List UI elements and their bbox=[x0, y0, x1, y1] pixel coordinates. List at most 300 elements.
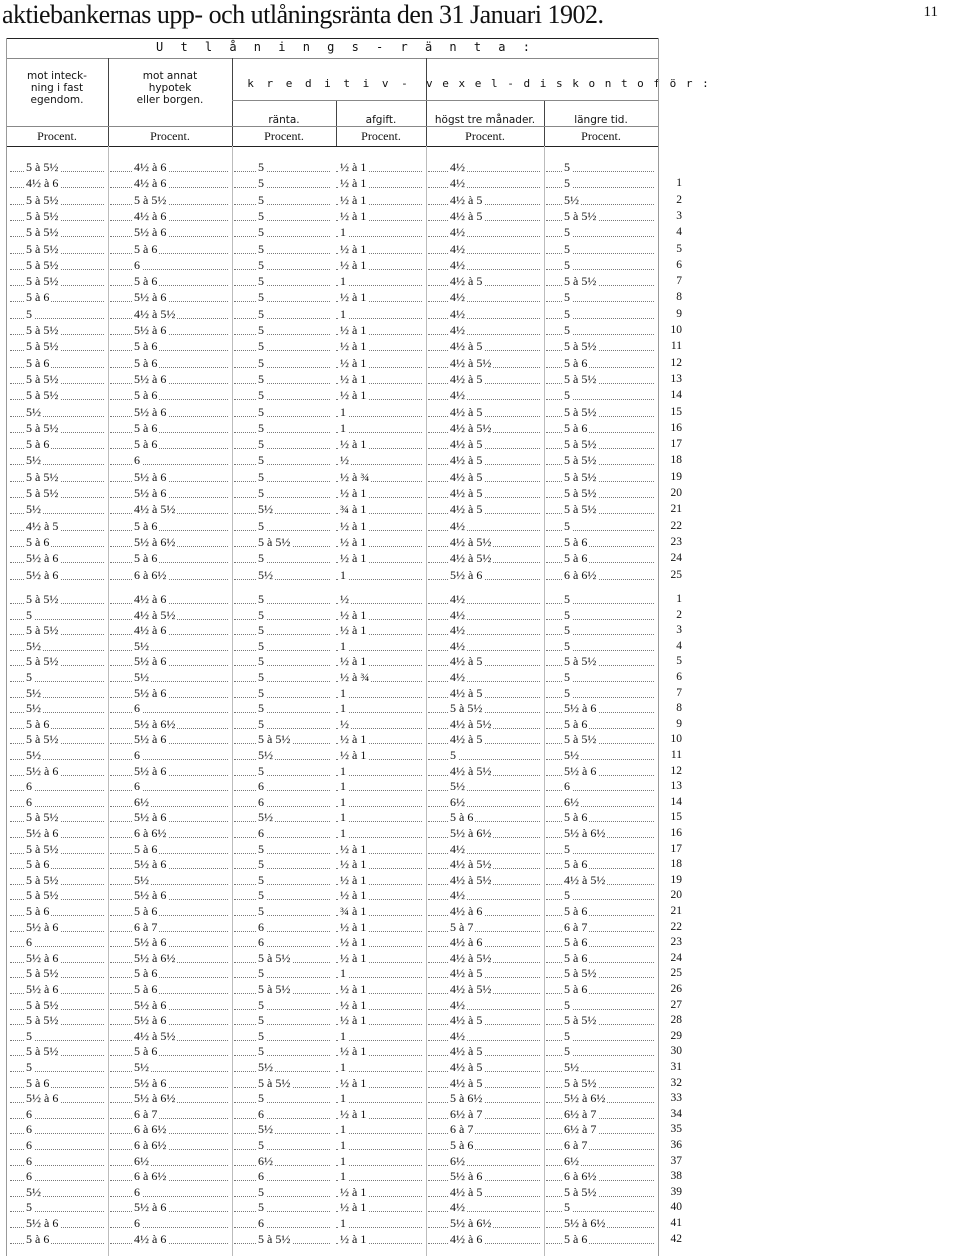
col-annat-hypotek-value: 6 à 6½ bbox=[134, 567, 167, 582]
col-kreditiv-ranta-value: 5 bbox=[258, 623, 264, 638]
row-number: 30 bbox=[670, 1045, 682, 1058]
leader-dots bbox=[110, 1196, 228, 1197]
col-vexel-kort-value: 4½ à 5½ bbox=[450, 950, 492, 965]
col-annat-hypotek-value: 4½ à 6 bbox=[134, 592, 167, 606]
leader-dots bbox=[336, 775, 422, 776]
col-intekning-value: 5 à 5½ bbox=[26, 1013, 59, 1028]
col-intekning-value: 5½ à 6 bbox=[26, 950, 59, 965]
leader-dots bbox=[234, 1009, 330, 1010]
col-kreditiv-ranta-value: 5 bbox=[258, 355, 264, 370]
leader-dots bbox=[110, 899, 228, 900]
page-number: 11 bbox=[923, 4, 938, 20]
col-vexel-kort-value: 4½ à 6 bbox=[450, 1231, 483, 1246]
col-annat-hypotek-value: 5½ bbox=[134, 872, 149, 887]
col-vexel-lang-value: 5 à 5½ bbox=[564, 486, 597, 500]
col-vexel-kort-value: 5 à 6 bbox=[450, 1138, 474, 1152]
leader-dots bbox=[110, 269, 228, 270]
vexel-header: v e x e l - d i s k o n t o f ö r : bbox=[426, 77, 711, 90]
col-intekning-value: 5½ à 6 bbox=[26, 982, 59, 996]
col-annat-hypotek-value: 5½ à 6 bbox=[134, 469, 167, 484]
leader-dots bbox=[336, 285, 422, 286]
leader-dots bbox=[234, 220, 330, 221]
col-intekning-value: 5 bbox=[26, 607, 32, 622]
leader-dots bbox=[110, 367, 228, 368]
leader-dots bbox=[428, 334, 540, 335]
col-intekning-value: 5 à 6 bbox=[26, 290, 50, 305]
col-kreditiv-afgift-value: ½ à ¾ bbox=[340, 469, 370, 484]
col-kreditiv-afgift-value: ½ à 1 bbox=[340, 1106, 367, 1121]
leader-dots bbox=[234, 775, 330, 776]
col-annat-hypotek-value: 5½ à 6 bbox=[134, 1200, 167, 1215]
col-annat-hypotek-value: 5½ à 6 bbox=[134, 888, 167, 903]
col-vexel-lang-value: 5 à 5½ bbox=[564, 1075, 597, 1090]
leader-dots bbox=[234, 481, 330, 482]
row-number: 35 bbox=[670, 1123, 682, 1136]
leader-dots bbox=[336, 821, 422, 822]
leader-dots bbox=[336, 977, 422, 978]
col-vexel-lang-value: 5 bbox=[564, 160, 570, 174]
leader-dots bbox=[110, 1133, 228, 1134]
row-number: 16 bbox=[670, 827, 682, 839]
leader-dots bbox=[234, 432, 330, 433]
row-number: 2 bbox=[676, 193, 682, 206]
row-number: 28 bbox=[670, 1014, 682, 1027]
col-kreditiv-afgift-value: 1 bbox=[340, 1153, 346, 1168]
col-vexel-kort-value: 5½ à 6 bbox=[450, 1169, 483, 1184]
leader-dots bbox=[428, 821, 540, 822]
col-annat-hypotek-value: 5 à 6 bbox=[134, 339, 158, 354]
col-vexel-lang-value: 5 à 5½ bbox=[564, 732, 597, 747]
leader-dots bbox=[428, 236, 540, 237]
col-kreditiv-ranta-value: 5 bbox=[258, 857, 264, 872]
row-number: 23 bbox=[670, 936, 682, 949]
leader-dots bbox=[428, 619, 540, 620]
col-annat-hypotek-value: 4½ à 6 bbox=[134, 176, 167, 191]
col-intekning-value: 5 à 5½ bbox=[26, 654, 59, 669]
col-kreditiv-ranta-value: 5½ bbox=[258, 502, 273, 517]
col-annat-hypotek-value: 5½ à 6 bbox=[134, 685, 167, 700]
col-kreditiv-ranta-value: 5 bbox=[258, 592, 264, 606]
row-number: 22 bbox=[670, 920, 682, 933]
col-annat-hypotek-value: 4½ à 5½ bbox=[134, 607, 176, 622]
leader-dots bbox=[428, 301, 540, 302]
col-kreditiv-afgift-value: 1 bbox=[340, 810, 346, 825]
col-intekning-value: 5½ bbox=[26, 685, 41, 700]
col-annat-hypotek-value: 5 à 6 bbox=[134, 388, 158, 403]
leader-dots bbox=[110, 868, 228, 869]
col-kreditiv-afgift-value: 1 bbox=[340, 701, 346, 716]
col-vexel-kort-value: 4½ bbox=[450, 160, 465, 174]
col-intekning-value: 5 bbox=[26, 306, 32, 321]
leader-dots bbox=[234, 513, 330, 514]
col-vexel-kort-value: 4½ à 5 bbox=[450, 685, 483, 700]
leader-dots bbox=[234, 790, 330, 791]
row-number: 1 bbox=[676, 177, 682, 190]
leader-dots bbox=[428, 269, 540, 270]
col-intekning-value: 5 à 5½ bbox=[26, 623, 59, 638]
row-number: 25 bbox=[670, 568, 682, 581]
leader-dots bbox=[110, 253, 228, 254]
row-number: 18 bbox=[670, 454, 682, 467]
col-kreditiv-ranta-value: 5 bbox=[258, 241, 264, 256]
col-kreditiv-ranta-value: 5 bbox=[258, 257, 264, 272]
col-kreditiv-ranta-value: 5 bbox=[258, 176, 264, 191]
row-number: 3 bbox=[676, 209, 682, 222]
col-kreditiv-ranta-value: 5 bbox=[258, 486, 264, 500]
col-kreditiv-ranta-value: 5 bbox=[258, 670, 264, 684]
col-annat-hypotek-value: 4½ à 5½ bbox=[134, 502, 176, 517]
col-vexel-kort-value: 4½ à 5 bbox=[450, 437, 483, 452]
col-intekning-value: 5 à 5½ bbox=[26, 420, 59, 435]
leader-dots bbox=[336, 712, 422, 713]
col-vexel-lang-value: 5½ à 6½ bbox=[564, 826, 606, 840]
leader-dots bbox=[234, 301, 330, 302]
leader-dots bbox=[110, 603, 228, 604]
col-vexel-lang-value: 5 bbox=[564, 841, 570, 856]
leader-dots bbox=[110, 301, 228, 302]
leader-dots bbox=[110, 383, 228, 384]
col-kreditiv-ranta-value: 5 à 5½ bbox=[258, 950, 291, 965]
leader-dots bbox=[234, 1133, 330, 1134]
col-intekning-value: 5 à 5½ bbox=[26, 592, 59, 606]
header-group-title: U t l å n i n g s - r ä n t a : bbox=[156, 40, 535, 54]
col-intekning-value: 5 à 5½ bbox=[26, 257, 59, 272]
col-vexel-kort-value: 4½ à 5 bbox=[450, 502, 483, 517]
col-vexel-lang-value: 6 à 7 bbox=[564, 1138, 588, 1152]
leader-dots bbox=[428, 853, 540, 854]
row-number: 16 bbox=[670, 421, 682, 434]
leader-dots bbox=[234, 1071, 330, 1072]
col-intekning-value: 5½ à 6 bbox=[26, 763, 59, 778]
col-vexel-lang-value: 5 bbox=[564, 1200, 570, 1215]
col-vexel-lang-value: 5 bbox=[564, 1044, 570, 1059]
col-kreditiv-afgift-value: 1 bbox=[340, 567, 346, 582]
col-intekning-value: 5 à 6 bbox=[26, 716, 50, 731]
col-kreditiv-afgift-value: ½ à 1 bbox=[340, 534, 367, 549]
leader-dots bbox=[110, 285, 228, 286]
col-annat-hypotek-value: 5½ à 6 bbox=[134, 935, 167, 950]
col-kreditiv-ranta-value: 5 bbox=[258, 1028, 264, 1043]
col-kreditiv-afgift-value: 1 bbox=[340, 1122, 346, 1137]
col-vexel-kort-value: 4½ à 5 bbox=[450, 339, 483, 354]
col-intekning-value: 5 à 5½ bbox=[26, 841, 59, 856]
row-number: 20 bbox=[670, 889, 682, 902]
leader-dots bbox=[428, 171, 540, 172]
leader-dots bbox=[336, 790, 422, 791]
col-vexel-lang-value: 6½ à 7 bbox=[564, 1122, 597, 1137]
col-vexel-lang-value: 5 bbox=[564, 176, 570, 191]
leader-dots bbox=[110, 1243, 228, 1244]
leader-dots bbox=[110, 1009, 228, 1010]
col-vexel-lang-value: 5 à 6 bbox=[564, 810, 588, 825]
col-vexel-lang-value: 5 bbox=[564, 685, 570, 700]
col-vexel-kort-value: 4½ bbox=[450, 670, 465, 684]
col-annat-hypotek-value: 6 à 6½ bbox=[134, 826, 167, 840]
row-number: 40 bbox=[670, 1201, 682, 1214]
col-annat-hypotek-value: 4½ à 6 bbox=[134, 208, 167, 223]
col-kreditiv-ranta-value: 6 bbox=[258, 794, 264, 809]
col-annat-hypotek-value: 6½ bbox=[134, 794, 149, 809]
col-intekning-value: 5 à 5½ bbox=[26, 810, 59, 825]
col-kreditiv-ranta-value: 5 bbox=[258, 701, 264, 716]
row-number: 17 bbox=[670, 842, 682, 855]
col-kreditiv-ranta-value: 5 bbox=[258, 160, 264, 174]
leader-dots bbox=[110, 464, 228, 465]
col-intekning-value: 5 à 5½ bbox=[26, 888, 59, 903]
col-annat-hypotek-value: 5 à 6 bbox=[134, 841, 158, 856]
leader-dots bbox=[336, 1149, 422, 1150]
col-kreditiv-ranta-value: 5 bbox=[258, 841, 264, 856]
col-vexel-kort-value: 4½ bbox=[450, 638, 465, 653]
leader-dots bbox=[234, 1102, 330, 1103]
leader-dots bbox=[234, 681, 330, 682]
col-annat-hypotek-value: 5½ bbox=[134, 670, 149, 684]
leader-dots bbox=[234, 269, 330, 270]
col-annat-hypotek-value: 5½ à 6 bbox=[134, 997, 167, 1012]
col-kreditiv-afgift-value: ½ bbox=[340, 716, 349, 731]
col-intekning-value: 6 bbox=[26, 1122, 32, 1137]
row-number: 22 bbox=[670, 519, 682, 532]
col-vexel-kort-value: 6½ à 7 bbox=[450, 1106, 483, 1121]
leader-dots bbox=[110, 821, 228, 822]
leader-dots bbox=[428, 681, 540, 682]
col-kreditiv-ranta-value: 6 bbox=[258, 935, 264, 950]
row-number: 10 bbox=[670, 733, 682, 746]
col-vexel-kort-value: 4½ à 5½ bbox=[450, 420, 492, 435]
col-annat-hypotek-value: 5½ à 6 bbox=[134, 486, 167, 500]
leader-dots bbox=[110, 712, 228, 713]
leader-dots bbox=[234, 579, 330, 580]
col-kreditiv-ranta-value: 5 bbox=[258, 872, 264, 887]
col-annat-hypotek-value: 5½ à 6 bbox=[134, 810, 167, 825]
col-kreditiv-afgift-value: 1 bbox=[340, 1138, 346, 1152]
leader-dots bbox=[234, 1024, 330, 1025]
col-intekning-value: 6 bbox=[26, 1169, 32, 1184]
row-number: 36 bbox=[670, 1139, 682, 1151]
leader-dots bbox=[234, 915, 330, 916]
leader-dots bbox=[110, 399, 228, 400]
col-kreditiv-afgift-value: ½ à 1 bbox=[340, 551, 367, 566]
col-kreditiv-ranta-value: 5 à 5½ bbox=[258, 732, 291, 747]
leader-dots bbox=[234, 1118, 330, 1119]
col-kreditiv-ranta-value: 5 bbox=[258, 339, 264, 354]
col-vexel-lang-value: 5 à 5½ bbox=[564, 339, 597, 354]
col-kreditiv-afgift-value: ½ à 1 bbox=[340, 1184, 367, 1199]
col-annat-hypotek-value: 5 à 6 bbox=[134, 241, 158, 256]
leader-dots bbox=[336, 697, 422, 698]
col-vexel-kort-value: 4½ bbox=[450, 388, 465, 403]
col-intekning-value: 5 à 5½ bbox=[26, 274, 59, 289]
leader-dots bbox=[110, 334, 228, 335]
leader-dots bbox=[110, 1165, 228, 1166]
row-number: 11 bbox=[670, 749, 682, 761]
col-kreditiv-ranta-value: 5 bbox=[258, 904, 264, 918]
col-kreditiv-afgift-value: ½ à 1 bbox=[340, 997, 367, 1012]
col-vexel-lang-value: 5½ à 6 bbox=[564, 763, 597, 778]
unit-col6: Procent. bbox=[581, 129, 621, 143]
leader-dots bbox=[110, 497, 228, 498]
col-intekning-value: 5½ bbox=[26, 701, 41, 716]
col-vexel-lang-value: 5½ à 6½ bbox=[564, 1216, 606, 1230]
unit-col5: Procent. bbox=[465, 129, 505, 143]
col-annat-hypotek-value: 6 bbox=[134, 701, 140, 716]
col-intekning-value: 5 à 5½ bbox=[26, 208, 59, 223]
leader-dots bbox=[234, 712, 330, 713]
col-intekning-value: 5 à 6 bbox=[26, 355, 50, 370]
col-kreditiv-ranta-value: 5½ bbox=[258, 1060, 273, 1074]
leader-dots bbox=[428, 899, 540, 900]
col-kreditiv-afgift-value: 1 bbox=[340, 1091, 346, 1106]
col-annat-hypotek-value: 6 bbox=[134, 453, 140, 468]
col-vexel-kort-value: 4½ à 6 bbox=[450, 904, 483, 918]
leader-dots bbox=[110, 1055, 228, 1056]
col-kreditiv-afgift-value: 1 bbox=[340, 1028, 346, 1043]
col-vexel-lang-value: 5 bbox=[564, 623, 570, 638]
col-vexel-kort-value: 4½ bbox=[450, 888, 465, 903]
col-kreditiv-afgift-value: 1 bbox=[340, 420, 346, 435]
col-kreditiv-afgift-value: ½ à 1 bbox=[340, 160, 367, 174]
leader-dots bbox=[234, 868, 330, 869]
col-kreditiv-ranta-value: 5 bbox=[258, 1044, 264, 1059]
col-vexel-kort-value: 4½ à 5½ bbox=[450, 355, 492, 370]
col-vexel-kort-value: 4½ bbox=[450, 257, 465, 272]
col-vexel-lang-value: 5 à 5½ bbox=[564, 966, 597, 981]
leader-dots bbox=[234, 634, 330, 635]
col-intekning-value: 5 bbox=[26, 670, 32, 684]
col-kreditiv-afgift-value: 1 bbox=[340, 794, 346, 809]
col-kreditiv-afgift-value: ½ à 1 bbox=[340, 371, 367, 386]
row-number: 19 bbox=[670, 873, 682, 886]
col-annat-hypotek-value: 5½ à 6 bbox=[134, 323, 167, 337]
col-kreditiv-ranta-value: 5 bbox=[258, 997, 264, 1012]
col-kreditiv-afgift-value: ½ à 1 bbox=[340, 355, 367, 370]
row-number: 41 bbox=[670, 1217, 682, 1229]
unit-col3: Procent. bbox=[264, 129, 304, 143]
col-vexel-lang-value: 5½ à 6½ bbox=[564, 1091, 606, 1106]
col-kreditiv-afgift-value: 1 bbox=[340, 274, 346, 289]
col-vexel-kort-value: 6 à 7 bbox=[450, 1122, 474, 1137]
col-vexel-kort-value: 4½ bbox=[450, 518, 465, 533]
leader-dots bbox=[110, 1149, 228, 1150]
col-kreditiv-ranta-value: 5 bbox=[258, 208, 264, 223]
row-number: 17 bbox=[670, 438, 682, 451]
col-vexel-lang-value: 5 bbox=[564, 670, 570, 684]
col-vexel-kort-value: 4½ à 5 bbox=[450, 192, 483, 207]
leader-dots bbox=[234, 1055, 330, 1056]
row-number: 34 bbox=[670, 1107, 682, 1120]
col-vexel-lang-value: 5 à 5½ bbox=[564, 371, 597, 386]
col-kreditiv-afgift-value: ½ à 1 bbox=[340, 1075, 367, 1090]
leader-dots bbox=[234, 1149, 330, 1150]
leader-dots bbox=[428, 1133, 540, 1134]
row-number: 27 bbox=[670, 998, 682, 1011]
col-vexel-lang-value: 5 à 5½ bbox=[564, 208, 597, 223]
col-kreditiv-ranta-value: 5 bbox=[258, 966, 264, 981]
col-vexel-kort-value: 4½ bbox=[450, 1200, 465, 1215]
row-number: 12 bbox=[670, 764, 682, 777]
leader-dots bbox=[234, 853, 330, 854]
leader-dots bbox=[110, 759, 228, 760]
leader-dots bbox=[110, 697, 228, 698]
leader-dots bbox=[234, 448, 330, 449]
col-vexel-lang-value: 6½ à 7 bbox=[564, 1106, 597, 1121]
col-vexel-kort-value: 5 à 7 bbox=[450, 919, 474, 934]
col-kreditiv-ranta-value: 5 à 5½ bbox=[258, 1075, 291, 1090]
leader-dots bbox=[110, 806, 228, 807]
col-kreditiv-ranta-value: 5 bbox=[258, 306, 264, 321]
col-kreditiv-ranta-value: 5 à 5½ bbox=[258, 1231, 291, 1246]
col-intekning-value: 5 bbox=[26, 1060, 32, 1074]
row-number: 12 bbox=[670, 356, 682, 369]
col-annat-hypotek-value: 5½ à 6 bbox=[134, 763, 167, 778]
col-intekning-value: 5 à 6 bbox=[26, 904, 50, 918]
col-annat-hypotek-value: 6 bbox=[134, 748, 140, 762]
col-kreditiv-afgift-value: ½ à 1 bbox=[340, 732, 367, 747]
col-vexel-kort-value: 5½ à 6 bbox=[450, 567, 483, 582]
row-number: 20 bbox=[670, 487, 682, 499]
leader-dots bbox=[234, 837, 330, 838]
col-kreditiv-ranta-value: 5 bbox=[258, 685, 264, 700]
leader-dots bbox=[336, 318, 422, 319]
col-annat-hypotek-value: 5½ à 6 bbox=[134, 1013, 167, 1028]
col-kreditiv-ranta-value: 5 bbox=[258, 290, 264, 305]
col-intekning-value: 6 bbox=[26, 1106, 32, 1121]
page-title: aktiebankernas upp- och utlåningsränta den 31 Januari 1902. bbox=[2, 0, 604, 29]
leader-dots bbox=[336, 236, 422, 237]
col-vexel-lang-value: 5 bbox=[564, 225, 570, 240]
leader-dots bbox=[234, 334, 330, 335]
col-vexel-kort-value: 4½ à 5 bbox=[450, 469, 483, 484]
col-vexel-lang-value: 5 à 6 bbox=[564, 935, 588, 950]
col-vexel-kort-value: 4½ bbox=[450, 997, 465, 1012]
col-vexel-kort-value: 4½ à 5 bbox=[450, 274, 483, 289]
leader-dots bbox=[110, 1227, 228, 1228]
col-vexel-kort-value: 5 bbox=[450, 748, 456, 762]
col-annat-hypotek-value: 5½ à 6 bbox=[134, 654, 167, 669]
col-vexel-lang-value: 5 à 5½ bbox=[564, 437, 597, 452]
col-annat-hypotek-value: 4½ à 6 bbox=[134, 623, 167, 638]
col-kreditiv-ranta-value: 5 bbox=[258, 323, 264, 337]
leader-dots bbox=[336, 650, 422, 651]
col1-line1: mot inteck- bbox=[27, 70, 87, 82]
col-vexel-kort-value: 6½ bbox=[450, 1153, 465, 1168]
col-kreditiv-ranta-value: 5½ bbox=[258, 810, 273, 825]
col-intekning-value: 5½ à 6 bbox=[26, 1091, 59, 1106]
leader-dots bbox=[234, 399, 330, 400]
row-number: 37 bbox=[670, 1154, 682, 1167]
leader-dots bbox=[234, 650, 330, 651]
col-kreditiv-afgift-value: ½ à 1 bbox=[340, 323, 367, 337]
col-annat-hypotek-value: 5½ à 6 bbox=[134, 857, 167, 872]
row-number: 32 bbox=[670, 1076, 682, 1089]
vexel-sub-short: högst tre månader. bbox=[434, 114, 536, 126]
row-number: 15 bbox=[670, 405, 682, 418]
col-vexel-lang-value: 5½ bbox=[564, 748, 579, 762]
leader-dots bbox=[234, 236, 330, 237]
row-number: 3 bbox=[676, 624, 682, 637]
leader-dots bbox=[428, 399, 540, 400]
col-intekning-value: 5 bbox=[26, 1200, 32, 1215]
row-number: 8 bbox=[676, 291, 682, 304]
row-number: 33 bbox=[670, 1092, 682, 1105]
col-annat-hypotek-value: 5 à 6 bbox=[134, 551, 158, 566]
col2-line1: mot annat bbox=[142, 70, 198, 82]
leader-dots bbox=[428, 1009, 540, 1010]
col-kreditiv-afgift-value: 1 bbox=[340, 1216, 346, 1230]
col-kreditiv-ranta-value: 5 bbox=[258, 763, 264, 778]
col-vexel-lang-value: 6½ bbox=[564, 1153, 579, 1168]
unit-col1: Procent. bbox=[37, 129, 77, 143]
